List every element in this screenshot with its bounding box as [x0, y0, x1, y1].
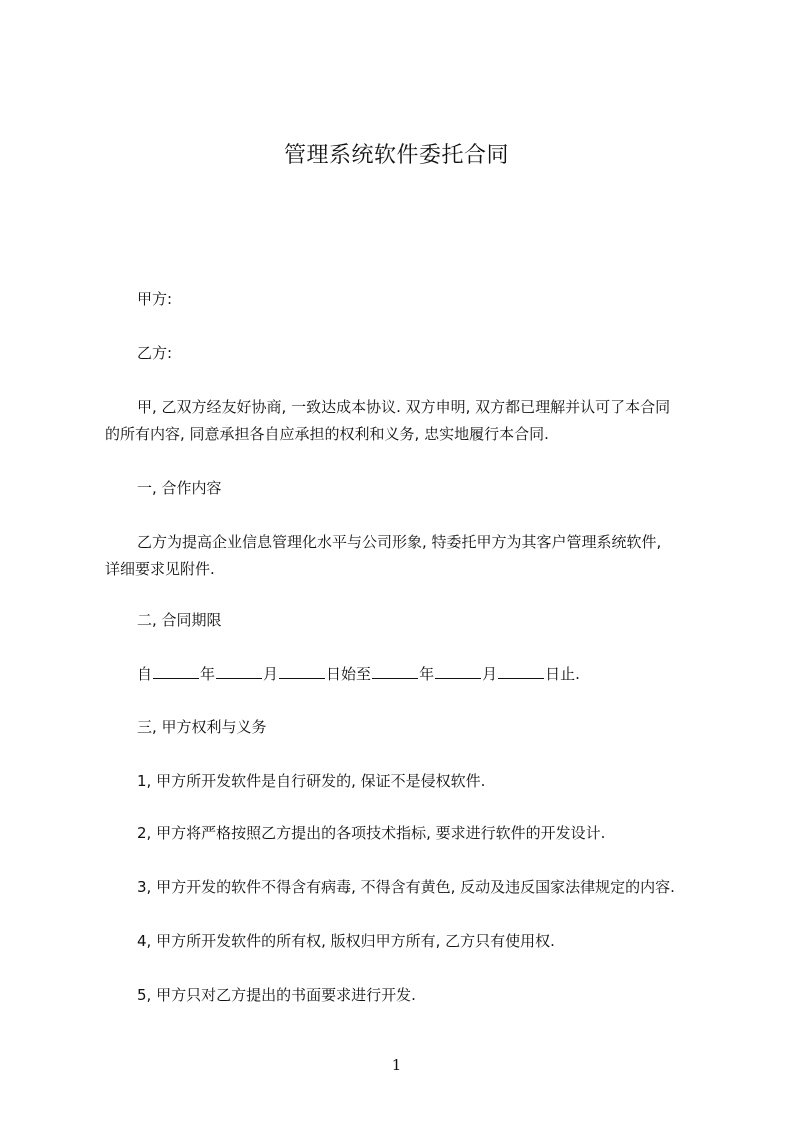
term-blank — [216, 665, 262, 679]
document-title: 管理系统软件委托合同 — [283, 143, 509, 168]
term-blank — [435, 665, 481, 679]
section-3-heading: 三, 甲方权利与义务 — [137, 718, 267, 736]
page-number: 1 — [391, 1056, 402, 1074]
term-end: 日止. — [545, 665, 580, 683]
term-month-2: 月 — [482, 665, 498, 683]
term-blank — [153, 665, 199, 679]
intro-paragraph-line-1: 甲, 乙双方经友好协商, 一致达成本协议. 双方申明, 双方都已理解并认可了本合同 — [137, 398, 671, 416]
term-from: 自 — [137, 665, 153, 683]
term-blank — [372, 665, 418, 679]
term-start: 日始至 — [326, 665, 372, 683]
term-blank — [498, 665, 544, 679]
section-1-line-1: 乙方为提高企业信息管理化水平与公司形象, 特委托甲方为其客户管理系统软件, — [137, 533, 662, 551]
party-a-label: 甲方: — [137, 290, 173, 308]
obligation-item-3: 3, 甲方开发的软件不得含有病毒, 不得含有黄色, 反动及违反国家法律规定的内容. — [137, 878, 675, 896]
obligation-item-4: 4, 甲方所开发软件的所有权, 版权归甲方所有, 乙方只有使用权. — [137, 932, 555, 950]
section-1-heading: 一, 合作内容 — [137, 479, 222, 497]
term-month-1: 月 — [263, 665, 279, 683]
obligation-item-1: 1, 甲方所开发软件是自行研发的, 保证不是侵权软件. — [137, 772, 486, 790]
party-b-label: 乙方: — [137, 344, 173, 362]
obligation-item-5: 5, 甲方只对乙方提出的书面要求进行开发. — [137, 986, 416, 1004]
term-year-1: 年 — [200, 665, 216, 683]
contract-term-line — [137, 661, 737, 688]
section-1-line-2: 详细要求见附件. — [105, 560, 215, 578]
intro-paragraph-line-2: 的所有内容, 同意承担各自应承担的权利和义务, 忠实地履行本合同. — [105, 425, 549, 443]
term-blank — [279, 665, 325, 679]
term-year-2: 年 — [419, 665, 435, 683]
obligation-item-2: 2, 甲方将严格按照乙方提出的各项技术指标, 要求进行软件的开发设计. — [137, 824, 606, 842]
section-2-heading: 二, 合同期限 — [137, 611, 222, 629]
